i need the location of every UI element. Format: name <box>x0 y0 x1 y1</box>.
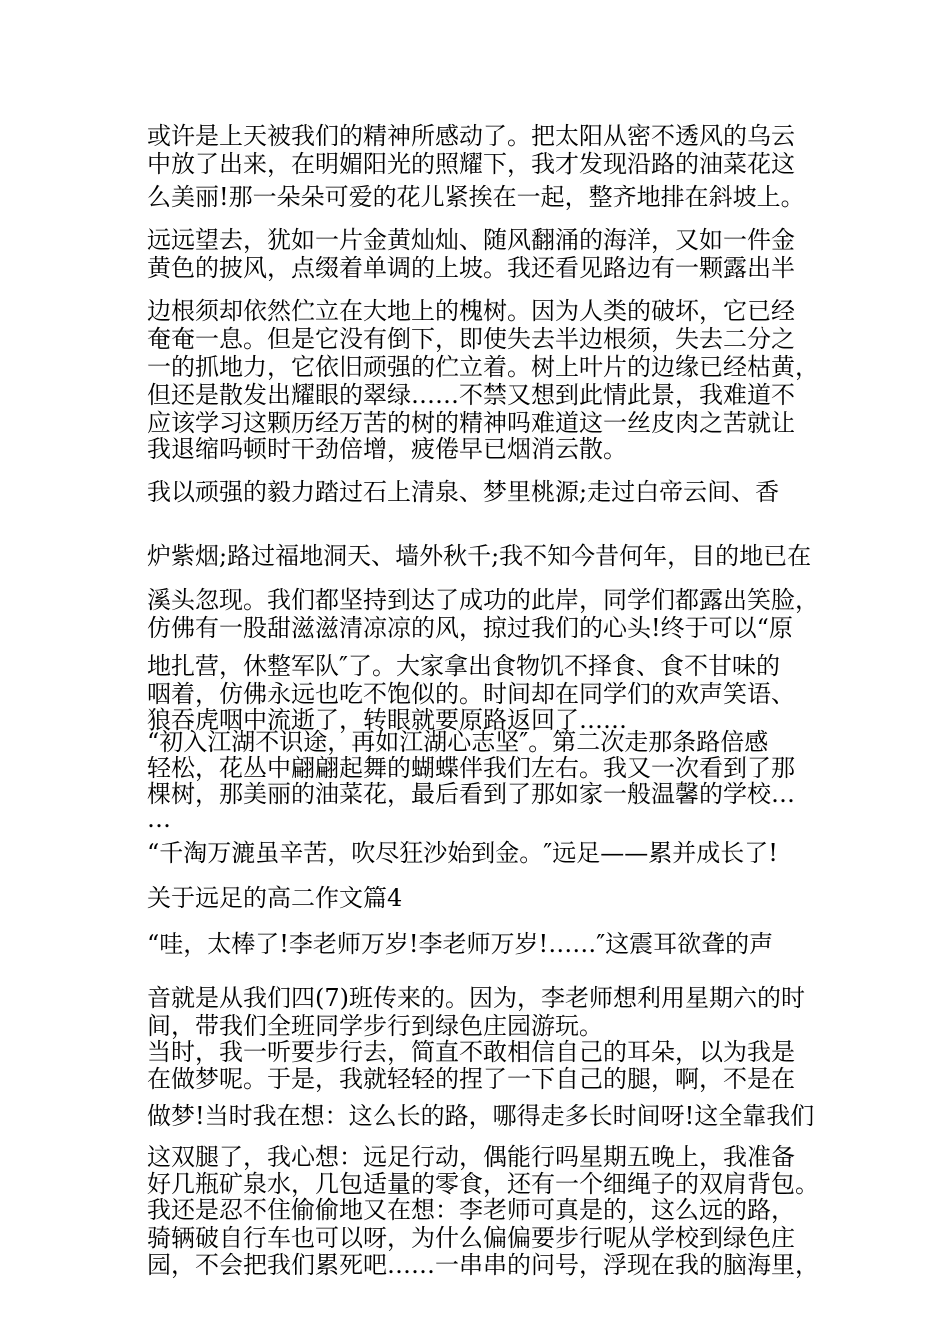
text-line: 应该学习这颗历经万苦的树的精神吗难道这一丝皮肉之苦就让 <box>147 409 795 437</box>
text-line: 骑辆破自行车也可以呀，为什么偏偏要步行呢从学校到绿色庄 <box>147 1224 795 1252</box>
text-line: … <box>147 805 171 833</box>
text-line: 间，带我们全班同学步行到绿色庄园游玩。 <box>147 1012 603 1040</box>
text-line: 地扎营，休整军队″了。大家拿出食物饥不择食、食不甘味的 <box>147 652 780 680</box>
text-line: 边根须却依然伫立在大地上的槐树。因为人类的破坏，它已经 <box>147 297 795 325</box>
text-line: 这双腿了，我心想：远足行动，偶能行吗星期五晚上，我准备 <box>147 1143 795 1171</box>
text-line: 棵树，那美丽的油菜花，最后看到了那如家一般温馨的学校… <box>147 780 795 808</box>
text-line: 园，不会把我们累死吧……一串串的问号，浮现在我的脑海里， <box>147 1251 819 1279</box>
text-line: 仿佛有一股甜滋滋清凉凉的风，掠过我们的心头!终于可以“原 <box>147 614 793 642</box>
text-line: 炉紫烟;路过福地洞天、墙外秋千;我不知今昔何年，目的地已在 <box>147 542 812 570</box>
text-line: 当时，我一听要步行去，简直不敢相信自己的耳朵，以为我是 <box>147 1038 795 1066</box>
text-line: 溪头忽现。我们都坚持到达了成功的此岸，同学们都露出笑脸， <box>147 586 819 614</box>
text-line: 远远望去，犹如一片金黄灿灿、随风翻涌的海洋，又如一件金 <box>147 226 795 254</box>
text-line: 中放了出来，在明媚阳光的照耀下，我才发现沿路的油菜花这 <box>147 150 795 178</box>
text-line: 么美丽!那一朵朵可爱的花儿紧挨在一起，整齐地排在斜坡上。 <box>147 183 805 211</box>
text-line: 在做梦呢。于是，我就轻轻的捏了一下自己的腿，啊，不是在 <box>147 1065 795 1093</box>
text-line: 音就是从我们四(7)班传来的。因为，李老师想利用星期六的时 <box>147 984 805 1012</box>
text-line: 或许是上天被我们的精神所感动了。把太阳从密不透风的乌云 <box>147 122 795 150</box>
text-line: 咽着，仿佛永远也吃不饱似的。时间却在同学们的欢声笑语、 <box>147 680 795 708</box>
text-line: 狼吞虎咽中流逝了，转眼就要原路返回了…… <box>147 706 627 734</box>
text-line: 做梦!当时我在想：这么长的路，哪得走多长时间呀!这全靠我们 <box>147 1102 815 1130</box>
text-line: 我以顽强的毅力踏过石上清泉、梦里桃源;走过白帝云间、香 <box>147 478 780 506</box>
text-line: “初入江湖不识途，再如江湖心志坚″。第二次走那条路倍感 <box>147 728 769 756</box>
text-line: 轻松，花丛中翩翩起舞的蝴蝶伴我们左右。我又一次看到了那 <box>147 754 795 782</box>
text-line: 一的抓地力，它依旧顽强的伫立着。树上叶片的边缘已经枯黄， <box>147 353 819 381</box>
text-line: 好几瓶矿泉水，几包适量的零食，还有一个细绳子的双肩背包。 <box>147 1170 819 1198</box>
text-line: 但还是散发出耀眼的翠绿……不禁又想到此情此景，我难道不 <box>147 381 795 409</box>
text-line: “哇，太棒了!李老师万岁!李老师万岁!……″这震耳欲聋的声 <box>147 930 774 958</box>
text-line: 我退缩吗顿时干劲倍增，疲倦早已烟消云散。 <box>147 435 627 463</box>
section-heading: 关于远足的高二作文篇4 <box>147 884 403 912</box>
text-line: 黄色的披风，点缀着单调的上坡。我还看见路边有一颗露出半 <box>147 254 795 282</box>
text-line: 奄奄一息。但是它没有倒下，即使失去半边根须，失去二分之 <box>147 325 795 353</box>
text-line: “千淘万漉虽辛苦，吹尽狂沙始到金。″远足——累并成长了! <box>147 839 778 867</box>
text-line: 我还是忍不住偷偷地又在想：李老师可真是的，这么远的路， <box>147 1196 795 1224</box>
